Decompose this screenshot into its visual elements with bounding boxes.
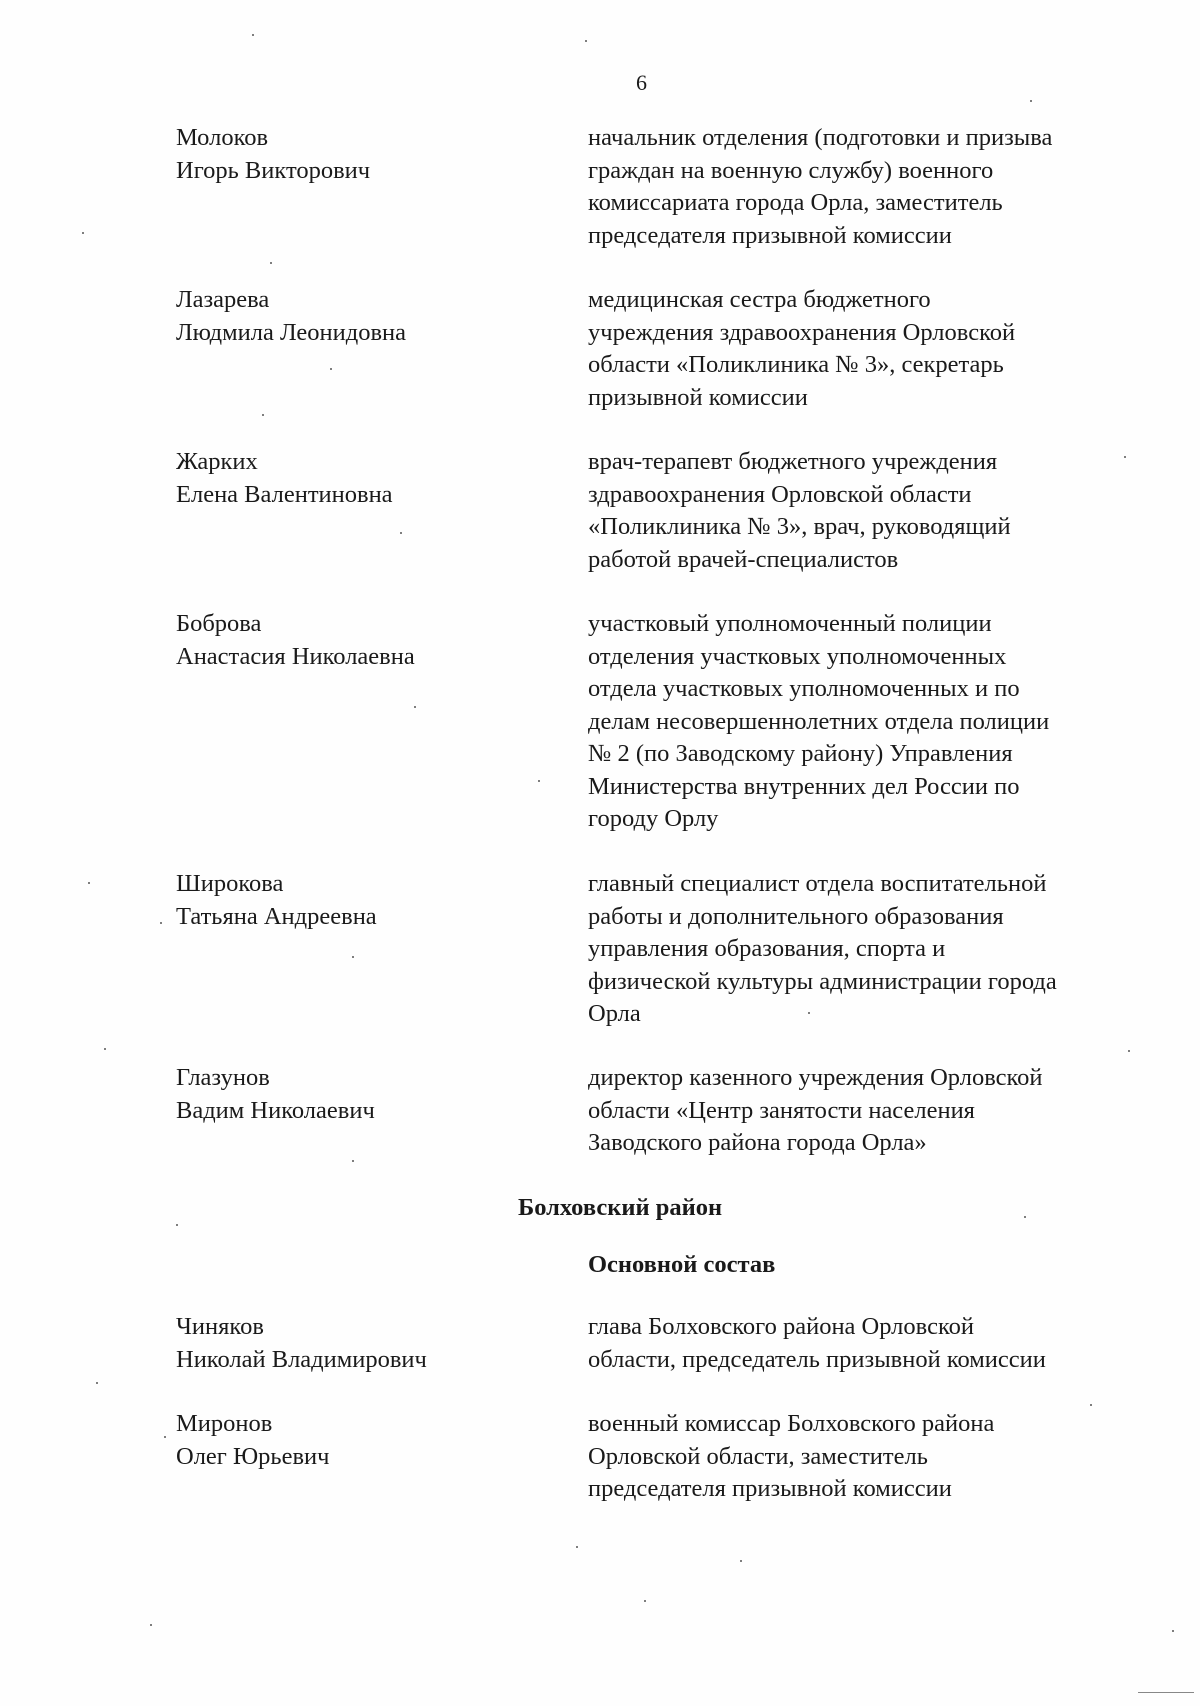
role-line: директор казенного учреждения Орловской [588,1064,1043,1091]
role-line: глава Болховского района Орловской [588,1313,974,1340]
scan-speck [330,368,332,370]
role-line: врач-терапевт бюджетного учреждения [588,448,998,475]
member-surname: Глазунов [176,1064,270,1091]
member-surname: Миронов [176,1410,273,1437]
scan-speck [1090,1404,1092,1406]
role-line: управления образования, спорта и [588,935,946,962]
scan-speck [160,922,162,924]
role-line: отдела участковых уполномоченных и по [588,675,1020,702]
role-line: призывной комиссии [588,383,808,411]
member-role [588,1062,1148,1160]
role-line: городу Орлу [588,805,719,832]
scan-speck [82,232,84,234]
scan-speck [1024,1216,1026,1218]
member-name [176,608,556,673]
scan-speck [644,1600,646,1602]
page-number: 6 [636,70,647,95]
role-line: комиссариата города Орла, заместитель [588,189,1003,216]
role-line: граждан на военную службу) военного [588,156,994,184]
member-given-names: Людмила Леонидовна [176,318,407,346]
scan-speck [400,532,402,534]
role-line: отделения участковых уполномоченных [588,642,1007,670]
role-line: медицинская сестра бюджетного [588,286,931,313]
scan-speck [414,706,416,708]
member-given-names: Анастасия Николаевна [176,642,415,670]
section-subheading: Основной состав [588,1251,776,1278]
role-line: начальник отделения (подготовки и призыва [588,124,1053,151]
role-line: Заводского района города Орла» [588,1129,927,1156]
member-role [588,446,1148,576]
member-given-names: Елена Валентиновна [176,480,393,508]
member-given-names: Игорь Викторович [176,156,371,184]
member-surname: Широкова [176,870,284,897]
scan-speck [585,40,587,42]
scan-speck [88,882,90,884]
role-line: председателя призывной комиссии [588,1475,952,1502]
role-line: «Поликлиника № 3», врач, руководящий [588,513,1011,540]
scan-speck [176,1224,178,1226]
member-name [176,1408,556,1473]
scan-speck [808,1012,810,1014]
role-line: военный комиссар Болховского района [588,1410,995,1437]
role-line: работы и дополнительного образования [588,902,1004,930]
scan-speck [150,1624,152,1626]
role-line: председателя призывной комиссии [588,221,952,249]
member-name [176,868,556,933]
scan-speck [1124,456,1126,458]
member-role [588,1311,1148,1376]
member-role [588,122,1148,252]
member-given-names: Татьяна Андреевна [176,902,377,930]
scan-speck [576,1546,578,1548]
role-line: делам несовершеннолетних отдела полиции [588,707,1050,735]
member-name [176,122,556,187]
role-line: работой врачей-специалистов [588,545,899,573]
member-given-names: Николай Владимирович [176,1345,427,1373]
scan-speck [270,262,272,264]
scan-speck [104,1048,106,1050]
member-role [588,284,1148,414]
role-line: учреждения здравоохранения Орловской [588,318,1016,346]
member-surname: Лазарева [176,286,270,313]
role-line: здравоохранения Орловской области [588,480,972,508]
member-surname: Чиняков [176,1313,264,1340]
role-line: главный специалист отдела воспитательной [588,870,1047,897]
member-given-names: Олег Юрьевич [176,1442,330,1470]
member-role [588,868,1148,1031]
role-line: № 2 (по Заводскому району) Управления [588,740,1013,767]
member-role [588,1408,1148,1506]
member-name [176,1311,556,1376]
role-line: Министерства внутренних дел России по [588,772,1020,800]
scan-speck [352,1160,354,1162]
section-heading: Болховский район [518,1194,723,1221]
member-name [176,284,556,349]
scan-speck [538,780,540,782]
scan-speck [352,956,354,958]
member-name [176,446,556,511]
member-name [176,1062,556,1127]
scan-speck [1172,1630,1174,1632]
role-line: Орла [588,1000,641,1027]
scan-speck [1128,1050,1130,1052]
corner-mark [1138,1692,1194,1693]
scan-speck [740,1560,742,1562]
member-role [588,608,1148,836]
role-line: области «Центр занятости населения [588,1096,975,1124]
role-line: физической культуры администрации города [588,967,1057,995]
member-surname: Молоков [176,124,269,151]
scan-speck [164,1436,166,1438]
scan-speck [1030,100,1032,102]
member-surname: Жарких [176,448,258,475]
member-given-names: Вадим Николаевич [176,1096,375,1124]
scan-speck [96,1382,98,1384]
role-line: области, председатель призывной комиссии [588,1345,1046,1373]
role-line: области «Поликлиника № 3», секретарь [588,351,1004,378]
scan-speck [262,414,264,416]
role-line: Орловской области, заместитель [588,1442,928,1470]
scan-speck [252,34,254,36]
member-surname: Боброва [176,610,262,637]
role-line: участковый уполномоченный полиции [588,610,992,637]
